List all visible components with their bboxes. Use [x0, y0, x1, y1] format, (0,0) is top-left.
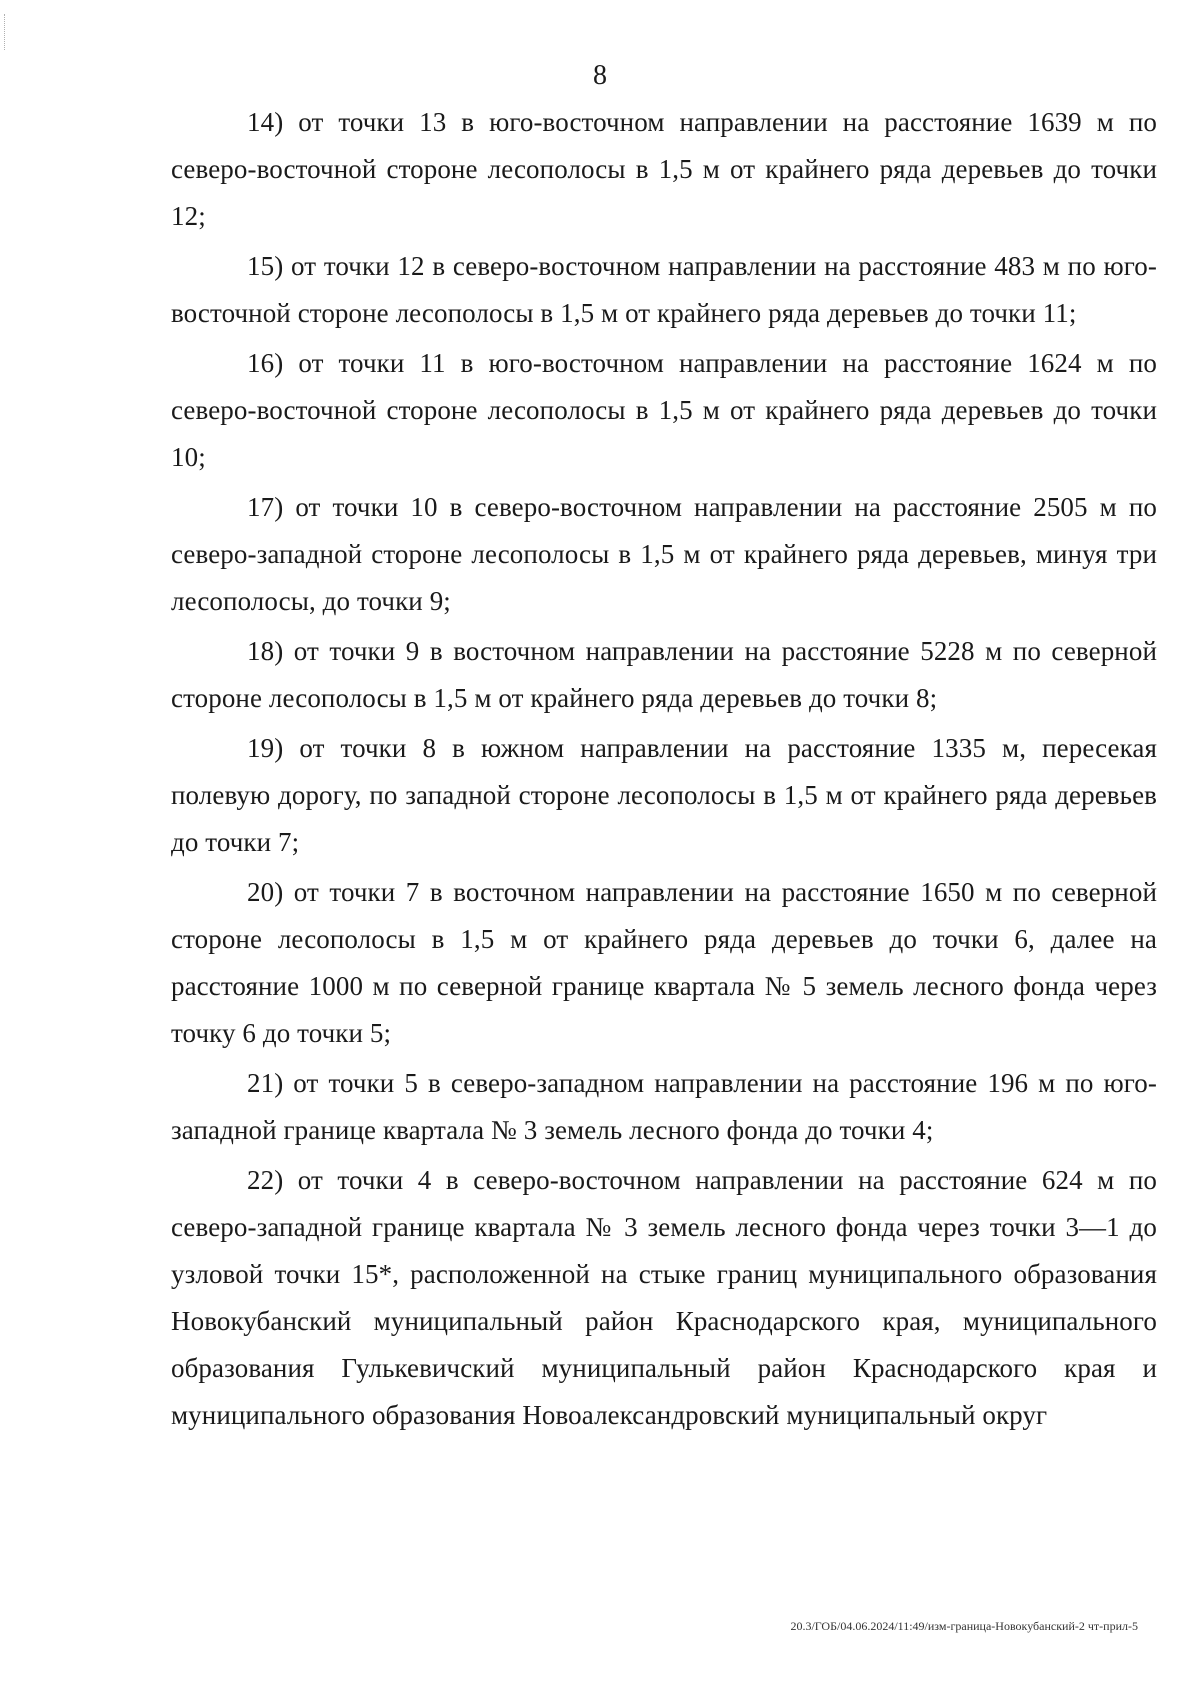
page-number: 8: [593, 60, 607, 91]
paragraph-20: 20) от точки 7 в восточном направлении на расстояние 1650 м по северной стороне лесополосы в 1,5 м от крайнего ряда деревьев до точки 6, далее на расстояние 1000 м по северной границе квартала № 5 земель лесного фонда через точку 6 до точки 5;: [171, 877, 1157, 1048]
paragraph-15: 15) от точки 12 в северо-восточном направлении на расстояние 483 м по юго-восточной стороне лесополосы в 1,5 м от крайнего ряда деревьев до точки 11;: [171, 251, 1157, 328]
paragraph-14: 14) от точки 13 в юго-восточном направлении на расстояние 1639 м по северо-восточной стороне лесополосы в 1,5 м от крайнего ряда деревьев до точки 12;: [171, 107, 1157, 231]
paragraph-18: 18) от точки 9 в восточном направлении на расстояние 5228 м по северной стороне лесополосы в 1,5 м от крайнего ряда деревьев до точки 8;: [171, 636, 1157, 713]
paragraph-17: 17) от точки 10 в северо-восточном направлении на расстояние 2505 м по северо-западной стороне лесополосы в 1,5 м от крайнего ряда деревьев, минуя три лесополосы, до точки 9;: [171, 492, 1157, 616]
footer-stamp: 20.3/ГОБ/04.06.2024/11:49/изм-граница-Новокубанский-2 чт-прил-5: [790, 1619, 1138, 1633]
paragraph-16: 16) от точки 11 в юго-восточном направлении на расстояние 1624 м по северо-восточной стороне лесополосы в 1,5 м от крайнего ряда деревьев до точки 10;: [171, 348, 1157, 472]
scan-edge-mark: [4, 14, 6, 50]
document-body: [171, 99, 1157, 1442]
paragraph-19: 19) от точки 8 в южном направлении на расстояние 1335 м, пересекая полевую дорогу, по западной стороне лесополосы в 1,5 м от крайнего ряда деревьев до точки 7;: [171, 733, 1157, 857]
paragraph-22: 22) от точки 4 в северо-восточном направлении на расстояние 624 м по северо-западной границе квартала № 3 земель лесного фонда через точки 3—1 до узловой точки 15*, расположенной на стыке границ муниципального образования Новокубанский муниципальный район Краснодарского края, муниципального образования Гулькевичский муниципальный район Краснодарского края и муниципального образования Новоалександровский муниципальный округ: [171, 1165, 1157, 1430]
paragraph-21: 21) от точки 5 в северо-западном направлении на расстояние 196 м по юго-западной границе квартала № 3 земель лесного фонда до точки 4;: [171, 1068, 1157, 1145]
